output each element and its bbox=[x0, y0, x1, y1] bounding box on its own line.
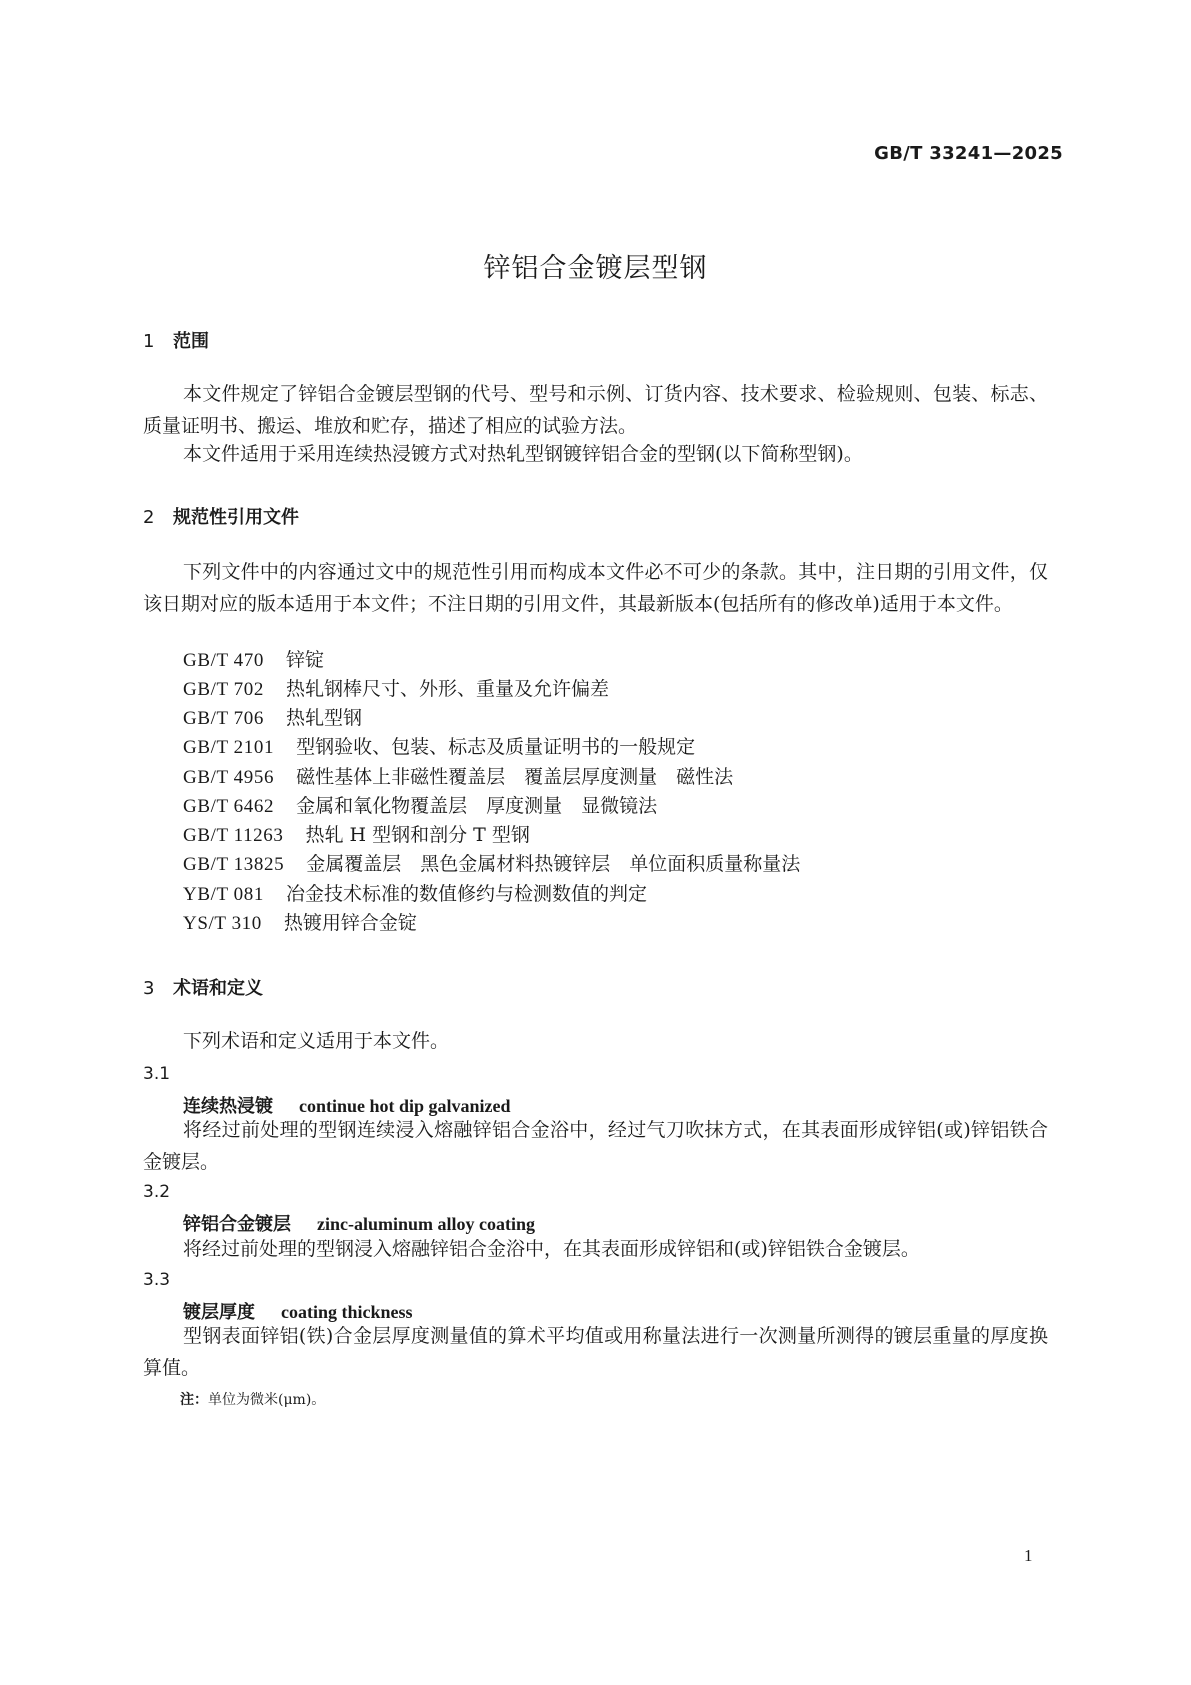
term-english: coating thickness bbox=[281, 1302, 413, 1322]
term-english: continue hot dip galvanized bbox=[299, 1096, 511, 1116]
references-intro: 下列文件中的内容通过文中的规范性引用而构成本文件必不可少的条款。其中，注日期的引用文件，仅该日期对应的版本适用于本文件；不注日期的引用文件，其最新版本(包括所有的修改单)适用于本文件。 bbox=[143, 561, 1048, 615]
reference-code: GB/T 6462 bbox=[183, 796, 275, 817]
reference-code: GB/T 4956 bbox=[183, 767, 275, 788]
scope-paragraph-2: 本文件适用于采用连续热浸镀方式对热轧型钢镀锌铝合金的型钢(以下简称型钢)。 bbox=[183, 443, 863, 465]
clause-number: 3.1 bbox=[143, 1064, 171, 1084]
reference-code: GB/T 2101 bbox=[183, 737, 275, 758]
reference-code: YB/T 081 bbox=[183, 884, 264, 905]
reference-item bbox=[183, 731, 695, 764]
section-number: 2 bbox=[143, 507, 155, 528]
reference-code: GB/T 13825 bbox=[183, 854, 285, 875]
document-title: 锌铝合金镀层型钢 bbox=[483, 253, 708, 284]
reference-title: 磁性基体上非磁性覆盖层 覆盖层厚度测量 磁性法 bbox=[296, 766, 734, 788]
reference-title: 热轧 H 型钢和剖分 T 型钢 bbox=[305, 824, 530, 846]
reference-code: GB/T 11263 bbox=[183, 825, 284, 846]
term-chinese: 锌铝合金镀层 bbox=[183, 1214, 291, 1235]
section-heading-terms bbox=[143, 974, 263, 1000]
reference-title: 金属覆盖层 黑色金属材料热镀锌层 单位面积质量称量法 bbox=[306, 853, 801, 875]
note-text: 单位为微米(μm)。 bbox=[208, 1392, 326, 1408]
reference-item bbox=[183, 907, 417, 940]
note-label: 注： bbox=[180, 1392, 208, 1408]
reference-title: 冶金技术标准的数值修约与检测数值的判定 bbox=[286, 883, 648, 905]
reference-title: 热轧钢棒尺寸、外形、重量及允许偏差 bbox=[286, 678, 610, 700]
reference-title: 热镀用锌合金锭 bbox=[283, 912, 417, 934]
term-english: zinc-aluminum alloy coating bbox=[317, 1214, 536, 1234]
reference-title: 金属和氧化物覆盖层 厚度测量 显微镜法 bbox=[296, 795, 658, 817]
reference-title: 型钢验收、包装、标志及质量证明书的一般规定 bbox=[296, 736, 696, 758]
note bbox=[180, 1389, 325, 1409]
term-chinese: 镀层厚度 bbox=[183, 1302, 255, 1323]
page-number: 1 bbox=[1024, 1546, 1033, 1565]
term-definition: 型钢表面锌铝(铁)合金层厚度测量值的算术平均值或用称量法进行一次测量所测得的镀层重量的厚度换算值。 bbox=[143, 1325, 1048, 1379]
section-heading-scope bbox=[143, 327, 209, 353]
reference-code: GB/T 470 bbox=[183, 650, 264, 671]
section-number: 1 bbox=[143, 331, 155, 352]
reference-code: GB/T 702 bbox=[183, 679, 264, 700]
section-number: 3 bbox=[143, 978, 155, 999]
section-heading-normative-references bbox=[143, 503, 299, 529]
reference-title: 热轧型钢 bbox=[286, 707, 363, 729]
section-title: 规范性引用文件 bbox=[173, 507, 299, 528]
reference-title: 锌锭 bbox=[286, 649, 325, 671]
clause-number: 3.2 bbox=[143, 1182, 171, 1202]
section-title: 范围 bbox=[173, 331, 209, 352]
reference-code: YS/T 310 bbox=[183, 913, 262, 934]
scope-paragraph-1: 本文件规定了锌铝合金镀层型钢的代号、型号和示例、订货内容、技术要求、检验规则、包装、标志、质量证明书、搬运、堆放和贮存，描述了相应的试验方法。 bbox=[143, 383, 1048, 437]
clause-number: 3.3 bbox=[143, 1270, 171, 1290]
standard-number: GB/T 33241—2025 bbox=[874, 143, 1063, 164]
reference-item bbox=[183, 848, 800, 881]
term-chinese: 连续热浸镀 bbox=[183, 1096, 273, 1117]
section-title: 术语和定义 bbox=[173, 978, 263, 999]
term-definition: 将经过前处理的型钢浸入熔融锌铝合金浴中，在其表面形成锌铝和(或)锌铝铁合金镀层。 bbox=[183, 1238, 920, 1260]
term-definition: 将经过前处理的型钢连续浸入熔融锌铝合金浴中，经过气刀吹抹方式，在其表面形成锌铝(或)锌铝铁合金镀层。 bbox=[143, 1119, 1048, 1173]
terms-intro: 下列术语和定义适用于本文件。 bbox=[183, 1030, 450, 1052]
reference-code: GB/T 706 bbox=[183, 708, 264, 729]
